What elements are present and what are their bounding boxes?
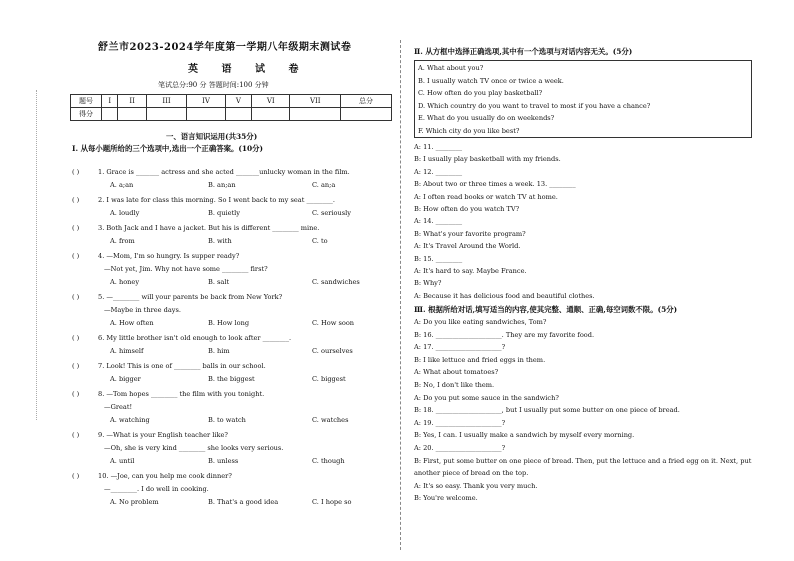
dialogue-line: A: 12. ________ xyxy=(414,167,463,176)
option-c: C. to xyxy=(312,237,328,245)
question-stem: 7. Look! This is one of ________ balls in our school. xyxy=(98,362,266,370)
option-a: A. How often xyxy=(110,319,154,327)
score-header-cell: VI xyxy=(252,95,290,108)
question-stem-2: —________. I do well in cooking. xyxy=(104,485,209,493)
dialogue-line: A: 17. ____________________? xyxy=(414,343,506,352)
option-c: C. seriously xyxy=(312,209,351,217)
score-header-cell: I xyxy=(102,95,118,108)
option-item: A. What about you? xyxy=(418,64,484,72)
option-a: A. loudly xyxy=(110,209,140,217)
question-stem: 10. —Joe, can you help me cook dinner? xyxy=(98,472,232,480)
dialogue-line: B: I like lettuce and fried eggs in them. xyxy=(414,355,546,364)
question-paren: ( ) xyxy=(72,431,80,439)
option-a: A. from xyxy=(110,237,135,245)
question-stem: 5. —________ will your parents be back from New York? xyxy=(98,293,283,301)
score-table-row xyxy=(71,108,392,121)
score-header-cell: 总分 xyxy=(341,95,392,108)
dialogue-line: B: About two or three times a week. 13. ________ xyxy=(414,180,576,189)
score-table xyxy=(70,94,392,121)
score-cell[interactable] xyxy=(187,108,225,121)
question-stem: 9. —What is your English teacher like? xyxy=(98,431,228,439)
score-cell[interactable] xyxy=(341,108,392,121)
dialogue-line: B: First, put some butter on one piece of bread. Then, put the lettuce and a fried egg on it. Next, put xyxy=(414,456,752,465)
option-b: B. That's a good idea xyxy=(208,498,279,506)
question-paren: ( ) xyxy=(72,390,80,398)
option-a: A. a;an xyxy=(110,181,134,189)
exam-title: 舒兰市2023-2024学年度第一学期八年级期末测试卷 xyxy=(98,42,352,53)
score-cell[interactable] xyxy=(252,108,290,121)
score-cell[interactable] xyxy=(225,108,251,121)
question-paren: ( ) xyxy=(72,362,80,370)
question-paren: ( ) xyxy=(72,196,80,204)
option-a: A. himself xyxy=(110,347,144,355)
part3-title: Ⅲ. 根据所给对话,填写适当的内容,使其完整、通顺、正确,每空词数不限。(5分) xyxy=(414,305,678,314)
dialogue-line: B: 16. ____________________. They are my favorite food. xyxy=(414,330,595,339)
dialogue-line: another piece of bread on the top. xyxy=(414,469,529,478)
dialogue-line: B: I usually play basketball with my friends. xyxy=(414,155,561,164)
dialogue-line: A: 20. ____________________? xyxy=(414,444,506,452)
dialogue-line: B: What's your favorite program? xyxy=(414,229,526,238)
question-paren: ( ) xyxy=(72,252,80,260)
score-cell[interactable] xyxy=(102,108,118,121)
score-header-cell: II xyxy=(118,95,146,108)
option-a: A. until xyxy=(110,457,135,465)
binding-line xyxy=(36,90,37,420)
dialogue-line: A: It's so easy. Thank you very much. xyxy=(414,481,538,490)
dialogue-line: A: It's hard to say. Maybe France. xyxy=(414,267,527,275)
options-box xyxy=(414,60,752,138)
question-stem-2: —Not yet, Jim. Why not have some ________ first? xyxy=(104,265,268,273)
question-stem-2: —Great! xyxy=(104,403,133,411)
score-cell[interactable] xyxy=(146,108,186,121)
option-item: E. What do you usually do on weekends? xyxy=(418,114,555,123)
option-c: C. an;a xyxy=(312,181,336,189)
question-paren: ( ) xyxy=(72,293,80,301)
question-stem-2: —Oh, she is very kind ________ she looks very serious. xyxy=(104,444,284,452)
score-header-cell: III xyxy=(146,95,186,108)
dialogue-line: A: 14. ________ xyxy=(414,217,463,226)
score-header-cell: 题号 xyxy=(71,95,102,108)
dialogue-line: A: 11. ________ xyxy=(414,143,463,151)
score-cell[interactable] xyxy=(290,108,341,121)
question-stem: 6. My little brother isn't old enough to look after ________. xyxy=(98,334,292,342)
option-item: C. How often do you play basketball? xyxy=(418,89,543,98)
question-stem-2: —Maybe in three days. xyxy=(104,306,181,314)
question-paren: ( ) xyxy=(72,334,80,342)
option-c: C. I hope so xyxy=(312,498,352,506)
dialogue-line: B: You're welcome. xyxy=(414,494,478,503)
option-c: C. biggest xyxy=(312,375,346,383)
score-header-cell: VII xyxy=(290,95,341,108)
dialogue-line: B: 18. ____________________, but I usually put some butter on one piece of bread. xyxy=(414,406,680,415)
question-paren: ( ) xyxy=(72,472,80,480)
option-b: B. to watch xyxy=(208,416,246,424)
question-paren: ( ) xyxy=(72,224,80,232)
option-a: A. watching xyxy=(110,416,150,424)
dialogue-line: B: How often do you watch TV? xyxy=(414,205,520,213)
dialogue-line: B: No, I don't like them. xyxy=(414,381,495,389)
dialogue-line: B: 15. ________ xyxy=(414,254,463,263)
part1-title: 一、语言知识运用(共35分) xyxy=(166,132,258,141)
option-a: A. No problem xyxy=(110,498,159,506)
question-stem: 8. —Tom hopes ________ the film with you tonight. xyxy=(98,390,265,398)
option-c: C. How soon xyxy=(312,319,355,327)
option-c: C. watches xyxy=(312,416,349,424)
score-table-header xyxy=(71,95,392,108)
dialogue-line: A: Because it has delicious food and beautiful clothes. xyxy=(414,291,595,300)
option-b: B. with xyxy=(208,237,232,245)
question-stem: 2. I was late for class this morning. So I went back to my seat ________. xyxy=(98,196,335,204)
score-header-cell: IV xyxy=(187,95,225,108)
column-divider xyxy=(400,40,401,550)
option-item: B. I usually watch TV once or twice a week. xyxy=(418,76,564,85)
option-a: A. bigger xyxy=(110,375,141,383)
option-item: F. Which city do you like best? xyxy=(418,127,520,135)
option-c: C. though xyxy=(312,457,345,465)
exam-meta: 笔试总分:90 分 答题时间:100 分钟 xyxy=(158,81,269,89)
option-b: B. How long xyxy=(208,319,250,327)
option-b: B. unless xyxy=(208,457,239,465)
option-item: D. Which country do you want to travel to most if you have a chance? xyxy=(418,101,651,110)
score-cell[interactable] xyxy=(118,108,146,121)
option-b: B. quietly xyxy=(208,209,240,217)
option-b: B. an;an xyxy=(208,181,236,189)
subject-title: 英 语 试 卷 xyxy=(188,64,309,75)
option-c: C. sandwiches xyxy=(312,278,360,286)
dialogue-line: A: What about tomatoes? xyxy=(414,368,499,377)
dialogue-line: B: Why? xyxy=(414,279,442,288)
score-header-cell: V xyxy=(225,95,251,108)
dialogue-line: B: Yes, I can. I usually make a sandwich by myself every morning. xyxy=(414,431,635,440)
question-stem: 3. Both Jack and I have a jacket. But his is different ________ mine. xyxy=(98,224,320,232)
option-a: A. honey xyxy=(110,278,140,286)
section1-title: Ⅰ. 从每小题所给的三个选项中,选出一个正确答案。(10分) xyxy=(72,144,264,153)
option-b: B. salt xyxy=(208,278,230,286)
dialogue-line: A: Do you like eating sandwiches, Tom? xyxy=(414,318,547,326)
dialogue-line: A: I often read books or watch TV at home. xyxy=(414,192,558,201)
option-b: B. the biggest xyxy=(208,375,255,383)
dialogue-line: A: It's Travel Around the World. xyxy=(414,242,521,251)
score-row-label: 得分 xyxy=(71,108,102,121)
question-paren: ( ) xyxy=(72,168,80,176)
option-b: B. him xyxy=(208,347,230,355)
option-c: C. ourselves xyxy=(312,347,353,355)
dialogue-line: A: Do you put some sauce in the sandwich? xyxy=(414,393,559,402)
question-stem: 4. —Mom, I'm so hungry. Is supper ready? xyxy=(98,252,240,260)
question-stem: 1. Grace is _______ actress and she acted _______unlucky woman in the film. xyxy=(98,168,350,176)
dialogue-line: A: 19. ____________________? xyxy=(414,418,506,427)
part2-title: Ⅱ. 从方框中选择正确选项,其中有一个选项与对话内容无关。(5分) xyxy=(414,47,633,56)
